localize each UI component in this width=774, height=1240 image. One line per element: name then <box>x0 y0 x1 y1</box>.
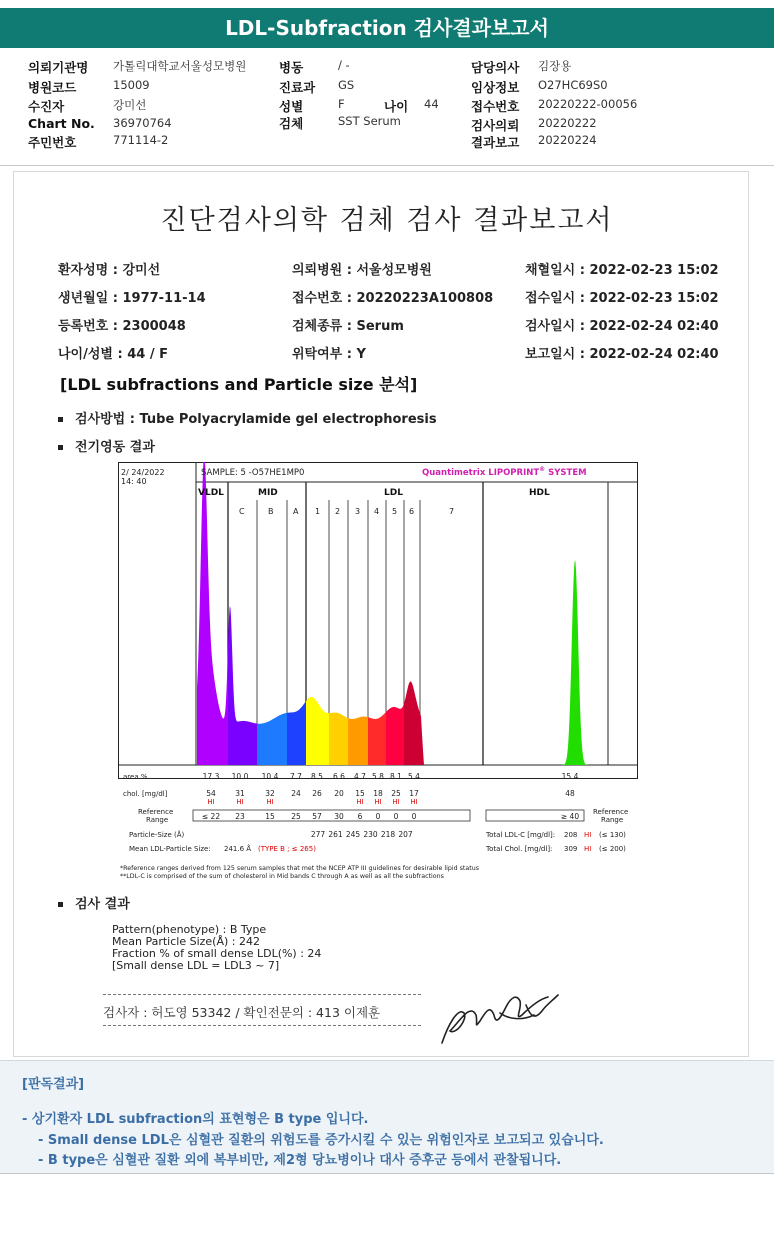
chol-value: 26 <box>312 789 322 798</box>
total-chol-flag: HI <box>584 845 592 853</box>
interpretation-title: [판독결과] <box>22 1077 85 1092</box>
patient-field: 접수일시 : 2022-02-23 15:02 <box>525 291 719 306</box>
bullet-square-icon <box>58 445 63 450</box>
header-value: 김장용 <box>538 59 572 73</box>
area-percent-value: 8.1 <box>390 772 402 781</box>
patient-field: 의뢰병원 : 서울성모병원 <box>292 263 432 278</box>
header-key: 나이 <box>384 99 409 114</box>
reference-value: 57 <box>312 812 322 821</box>
result-line: Pattern(phenotype) : B Type <box>112 923 267 936</box>
reference-value: 6 <box>357 812 363 821</box>
section-title: [LDL subfractions and Particle size 분석] <box>60 375 418 394</box>
order-header <box>0 50 774 166</box>
header-key: 수진자 <box>28 99 65 114</box>
chol-value: 24 <box>291 789 301 798</box>
patient-field: 검사일시 : 2022-02-24 02:40 <box>525 319 719 334</box>
chol-value: 15 <box>355 789 365 798</box>
band-label: 5 <box>392 507 398 516</box>
header-value: 15009 <box>113 78 150 92</box>
fraction-trace-LDL2 <box>329 713 348 766</box>
particle-size-value: 218 <box>380 830 396 839</box>
chol-value: 17 <box>409 789 419 798</box>
header-key: 접수번호 <box>471 99 520 114</box>
header-value: 44 <box>424 97 439 111</box>
lipoprint-figure <box>118 462 638 887</box>
patient-field: 생년월일 : 1977-11-14 <box>58 291 206 306</box>
patient-field: 접수번호 : 20220223A100808 <box>292 291 494 306</box>
patient-field: 검체종류 : Serum <box>292 319 404 334</box>
interpretation-line: - Small dense LDL은 심혈관 질환의 위험도를 증가시킬 수 있는 위험인자로 보고되고 있습니다. <box>38 1133 604 1148</box>
result-line: [Small dense LDL = LDL3 ~ 7] <box>112 959 280 972</box>
area-percent-value: 10.0 <box>231 772 249 781</box>
chol-value: 31 <box>235 789 245 798</box>
band-label: 6 <box>409 507 415 516</box>
header-key: 병원코드 <box>28 80 77 95</box>
band-label: 4 <box>374 507 380 516</box>
reference-value: 0 <box>393 812 399 821</box>
region-label-vldl: VLDL <box>198 488 224 498</box>
chol-value: 48 <box>565 789 575 798</box>
figure-brand: Quantimetrix LIPOPRINT® SYSTEM <box>422 466 587 478</box>
header-key: 검사의뢰 <box>471 118 520 133</box>
reference-value: 15 <box>265 812 275 821</box>
figure-date: 2/ 24/2022 <box>121 468 165 477</box>
particle-size-value: 207 <box>398 830 413 839</box>
row-label-mean: Mean LDL-Particle Size: <box>129 845 211 853</box>
header-key: 병동 <box>279 60 304 75</box>
patient-field: 위탁여부 : Y <box>292 347 366 362</box>
band-label: 1 <box>315 507 321 516</box>
band-label: A <box>293 507 299 516</box>
header-value: / - <box>338 58 350 72</box>
header-key: 주민번호 <box>28 135 77 150</box>
particle-size-value: 230 <box>363 830 378 839</box>
hi-flag: HI <box>236 798 244 806</box>
electro-label: 전기영동 결과 <box>75 440 155 455</box>
results-label: 검사 결과 <box>75 897 130 912</box>
region-label-hdl: HDL <box>529 488 550 498</box>
bullet-square-icon <box>58 902 63 907</box>
band-label: C <box>239 507 245 516</box>
row-label-range: Range <box>146 816 169 824</box>
header-value: 강미선 <box>113 98 147 112</box>
mean-size-ref: (TYPE B ; ≤ 265) <box>258 845 316 853</box>
patient-field: 보고일시 : 2022-02-24 02:40 <box>525 347 719 362</box>
reference-value: 0 <box>411 812 417 821</box>
header-value: O27HC69S0 <box>538 78 608 92</box>
header-key: 결과보고 <box>471 135 520 150</box>
electro-bullet <box>58 436 155 455</box>
area-percent-value: 10.4 <box>261 772 279 781</box>
reference-value: ≥ 40 <box>560 812 580 821</box>
area-percent-value: 15.4 <box>561 772 579 781</box>
row-label-area: area.% <box>123 773 148 781</box>
reference-value: 25 <box>291 812 301 821</box>
patient-field: 나이/성별 : 44 / F <box>58 347 169 362</box>
region-label-mid: MID <box>258 488 278 498</box>
interpretation-panel <box>0 1060 774 1174</box>
total-ldl-label: Total LDL-C [mg/dl]: <box>486 831 556 839</box>
handwritten-signature <box>430 985 570 1055</box>
reference-value: 0 <box>375 812 381 821</box>
header-key: 담당의사 <box>471 60 520 75</box>
header-key: 임상정보 <box>471 80 520 95</box>
particle-size-value: 245 <box>345 830 361 839</box>
total-ldl-flag: HI <box>584 831 592 839</box>
report-title: 진단검사의학 검체 검사 결과보고서 <box>160 205 614 236</box>
total-chol-value: 309 <box>564 845 578 853</box>
hi-flag: HI <box>410 798 418 806</box>
particle-size-value: 261 <box>328 830 343 839</box>
area-percent-value: 5.4 <box>408 772 420 781</box>
chol-value: 32 <box>265 789 275 798</box>
band-label: 7 <box>449 507 455 516</box>
chol-value: 20 <box>334 789 344 798</box>
fraction-trace-LDL3 <box>348 717 368 766</box>
total-chol-label: Total Chol. [mg/dl]: <box>486 845 553 853</box>
band-label: 2 <box>335 507 341 516</box>
total-ldl-value: 208 <box>564 831 578 839</box>
row-label-ref-right: Reference <box>593 808 629 816</box>
hi-flag: HI <box>356 798 364 806</box>
header-key: 진료과 <box>279 80 316 95</box>
results-bullet <box>58 893 130 912</box>
figure-sample: SAMPLE: 5 -O57HE1MP0 <box>201 468 305 478</box>
chol-value: 25 <box>391 789 401 798</box>
signature-line: 검사자 : 허도영 53342 / 확인전문의 : 413 이제훈 <box>103 1005 381 1020</box>
row-label-ref: Reference <box>138 808 174 816</box>
header-key: Chart No. <box>28 116 95 131</box>
header-value: 36970764 <box>113 116 172 130</box>
header-key: 성별 <box>279 99 304 114</box>
patient-field: 채혈일시 : 2022-02-23 15:02 <box>525 263 719 278</box>
signature-rule <box>103 1025 421 1026</box>
reference-value: ≤ 22 <box>201 812 221 821</box>
header-value: F <box>338 97 345 111</box>
hi-flag: HI <box>207 798 215 806</box>
area-percent-value: 8.5 <box>311 772 323 781</box>
region-label-ldl: LDL <box>384 488 403 498</box>
hi-flag: HI <box>392 798 400 806</box>
particle-size-value: 277 <box>310 830 326 839</box>
fraction-trace-LDL4 <box>368 712 386 765</box>
area-percent-value: 5.8 <box>372 772 384 781</box>
band-label: B <box>268 507 274 516</box>
area-percent-value: 7.7 <box>290 772 302 781</box>
header-value: GS <box>338 78 355 92</box>
reference-value: 30 <box>334 812 344 821</box>
result-line: Mean Particle Size(Å) : 242 <box>112 935 260 948</box>
signature-rule <box>103 994 421 995</box>
result-line: Fraction % of small dense LDL(%) : 24 <box>112 947 322 960</box>
reference-value: 23 <box>235 812 245 821</box>
row-label-chol: chol. [mg/dl] <box>123 790 168 798</box>
mean-size-value: 241.6 Å <box>224 845 252 853</box>
header-value: 가톨릭대학교서울성모병원 <box>113 59 247 73</box>
header-value: SST Serum <box>338 114 401 128</box>
figure-time: 14: 40 <box>121 477 147 486</box>
hi-flag: HI <box>374 798 382 806</box>
area-percent-value: 6.6 <box>333 772 345 781</box>
chol-value: 54 <box>206 789 216 798</box>
fraction-trace-LDL5 <box>386 704 404 765</box>
patient-field: 등록번호 : 2300048 <box>58 319 186 334</box>
bullet-square-icon <box>58 417 63 422</box>
method-label: 검사방법 : Tube Polyacrylamide gel electrophoresis <box>75 412 437 427</box>
total-ldl-ref: (≤ 130) <box>599 831 626 839</box>
footnote: **LDL-C is comprised of the sum of cholesterol in Mid bands C through A as well as all the subfractions <box>120 873 444 880</box>
method-bullet <box>58 408 437 427</box>
header-value: 771114-2 <box>113 133 169 147</box>
row-label-size: Particle-Size (Å) <box>129 831 185 839</box>
header-key: 검체 <box>279 116 304 131</box>
header-value: 20220222 <box>538 116 597 130</box>
total-chol-ref: (≤ 200) <box>599 845 626 853</box>
patient-field: 환자성명 : 강미선 <box>58 263 161 278</box>
area-percent-value: 4.7 <box>354 772 366 781</box>
header-value: 20220222-00056 <box>538 97 638 111</box>
area-percent-value: 17.3 <box>202 772 220 781</box>
interpretation-line: - 상기환자 LDL subfraction의 표현형은 B type 입니다. <box>22 1112 369 1127</box>
row-label-range-right: Range <box>601 816 624 824</box>
interpretation-line: - B type은 심혈관 질환 외에 복부비만, 제2형 당뇨병이나 대사 증후군 등에서 관찰됩니다. <box>38 1153 562 1168</box>
header-key: 의뢰기관명 <box>28 60 89 75</box>
header-value: 20220224 <box>538 133 597 147</box>
report-banner-title: LDL-Subfraction 검사결과보고서 <box>0 8 774 48</box>
chol-value: 18 <box>373 789 383 798</box>
hi-flag: HI <box>266 798 274 806</box>
footnote: *Reference ranges derived from 125 serum samples that met the NCEP ATP III guidelines for desirable lipid status <box>120 865 479 872</box>
band-label: 3 <box>355 507 361 516</box>
